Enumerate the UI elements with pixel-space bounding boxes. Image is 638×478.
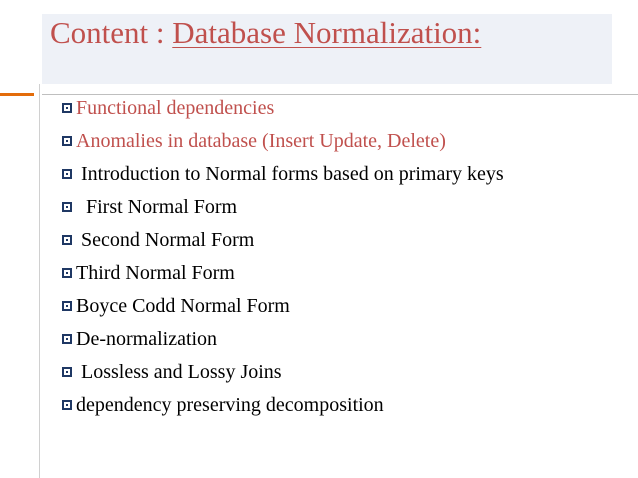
square-bullet-icon	[62, 367, 72, 377]
list-item	[62, 260, 504, 293]
bullet-text: Anomalies in database (Insert Update, Delete)	[76, 130, 446, 152]
list-item	[62, 161, 504, 194]
list-item	[62, 95, 504, 128]
square-bullet-icon	[62, 334, 72, 344]
bullet-text: First Normal Form	[76, 196, 238, 218]
list-item	[62, 128, 504, 161]
title-topic: Database Normalization:	[172, 15, 482, 50]
bullet-text: Introduction to Normal forms based on primary keys	[76, 163, 504, 185]
list-item	[62, 392, 504, 425]
square-bullet-icon	[62, 268, 72, 278]
title-prefix: Content :	[50, 15, 173, 50]
bullet-list	[62, 95, 504, 425]
bullet-text: dependency preserving decomposition	[76, 394, 384, 416]
vertical-divider	[39, 84, 40, 478]
square-bullet-icon	[62, 301, 72, 311]
bullet-text: De-normalization	[76, 328, 218, 350]
bullet-text: Lossless and Lossy Joins	[76, 361, 282, 383]
slide-title	[50, 14, 481, 52]
bullet-text: Functional dependencies	[76, 97, 275, 119]
bullet-text: Boyce Codd Normal Form	[76, 295, 290, 317]
square-bullet-icon	[62, 103, 72, 113]
list-item	[62, 326, 504, 359]
orange-accent-bar	[0, 93, 34, 96]
square-bullet-icon	[62, 169, 72, 179]
list-item	[62, 359, 504, 392]
square-bullet-icon	[62, 202, 72, 212]
bullet-text: Third Normal Form	[76, 262, 235, 284]
list-item	[62, 194, 504, 227]
list-item	[62, 293, 504, 326]
list-item	[62, 227, 504, 260]
square-bullet-icon	[62, 400, 72, 410]
bullet-text: Second Normal Form	[76, 229, 255, 251]
square-bullet-icon	[62, 235, 72, 245]
square-bullet-icon	[62, 136, 72, 146]
